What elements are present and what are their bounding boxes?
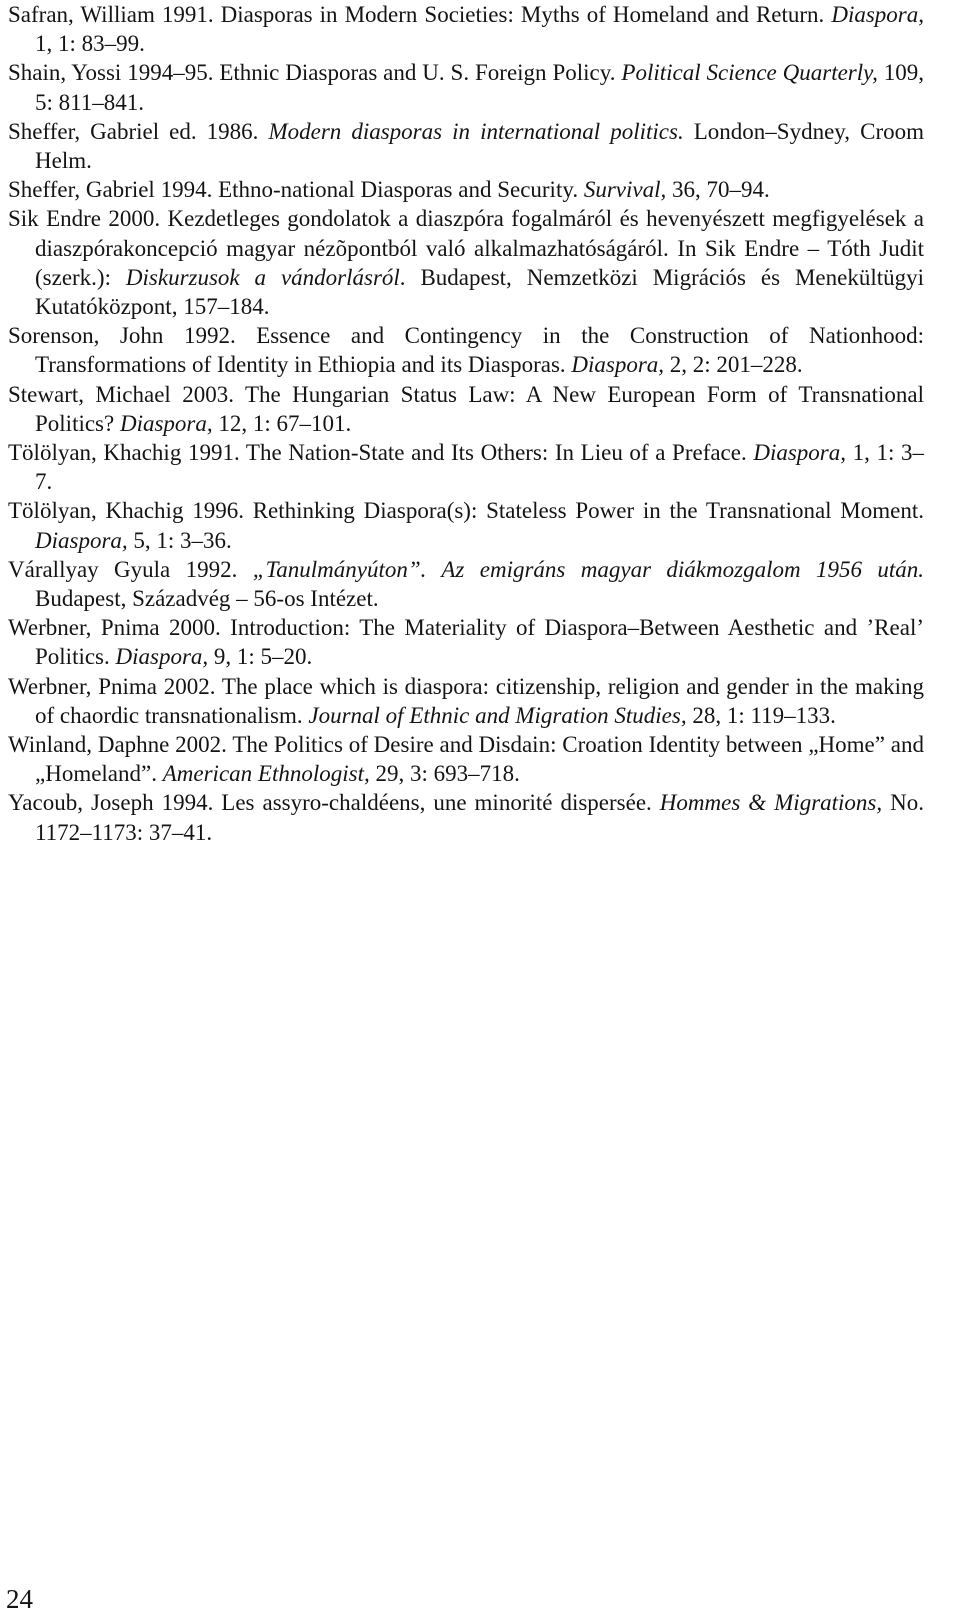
reference-entry xyxy=(8,672,924,730)
reference-text: Winland, Daphne 2002. The Politics of Desire and Disdain: Croation Identity between „Home” and „Homeland”. xyxy=(8,732,924,787)
reference-source: Political Science Quarterly, xyxy=(621,60,878,86)
reference-text: Tölölyan, Khachig 1991. The Nation-State and Its Others: In Lieu of a Preface. xyxy=(8,440,754,466)
reference-entry xyxy=(8,321,924,379)
reference-details: No. 1172–1173: 37–41. xyxy=(35,790,924,845)
reference-source: Diaspora, xyxy=(571,352,665,378)
reference-text: Sheffer, Gabriel 1994. Ethno-national Diasporas and Security. xyxy=(8,177,584,203)
reference-details: . Budapest, Nemzetközi Migrációs és Menekültügyi Kutatóközpont, 157–184. xyxy=(35,264,925,320)
reference-entry xyxy=(8,730,924,788)
reference-entry xyxy=(8,58,924,116)
reference-source: „Tanulmányúton”. Az emigráns magyar diákmozgalom 1956 után. xyxy=(252,556,924,582)
reference-text: Werbner, Pnima 2000. Introduction: The Materiality of Diaspora–Between Aesthetic and ’Real’ Politics. xyxy=(8,615,924,670)
reference-text: Shain, Yossi 1994–95. Ethnic Diasporas and U. S. Foreign Policy. xyxy=(8,60,622,86)
reference-entry xyxy=(8,496,924,554)
reference-text: Stewart, Michael 2003. The Hungarian Status Law: A New European Form of Transnational Politics? xyxy=(8,381,924,436)
reference-text: Safran, William 1991. Diasporas in Modern Societies: Myths of Homeland and Return. xyxy=(8,2,832,27)
reference-source: Diaspora, xyxy=(753,440,846,466)
reference-details: 1, 1: 3–7. xyxy=(35,440,924,495)
reference-details: 109, 5: 811–841. xyxy=(35,60,924,115)
reference-source: Diaspora, xyxy=(119,410,213,436)
reference-details: 36, 70–94. xyxy=(666,177,770,203)
reference-source: Modern diasporas in international politics. xyxy=(268,118,684,144)
reference-entry xyxy=(8,0,924,58)
page-number: 24 xyxy=(6,1584,33,1614)
reference-text: Várallyay Gyula 1992. xyxy=(8,556,253,582)
reference-text: Werbner, Pnima 2002. The place which is diaspora: citizenship, religion and gender in the making of chaordic transnationalism. xyxy=(8,673,924,728)
reference-entry xyxy=(8,613,924,671)
reference-entry xyxy=(8,175,924,204)
reference-source: Diaspora, xyxy=(115,644,209,670)
reference-source: Diaspora, xyxy=(831,2,924,27)
reference-details: 12, 1: 67–101. xyxy=(212,410,352,436)
reference-details: Budapest, Századvég – 56-os Intézet. xyxy=(35,586,379,612)
reference-details: 28, 1: 119–133. xyxy=(686,702,836,728)
reference-source: Diaspora, xyxy=(35,527,128,553)
reference-details: 9, 1: 5–20. xyxy=(208,644,313,670)
reference-details: 5, 1: 3–36. xyxy=(127,527,232,553)
reference-text: Sorenson, John 1992. Essence and Contingency in the Construction of Nationhood: Transformations of Identity in Ethiopia and its Diasporas. xyxy=(8,323,924,378)
reference-source: American Ethnologist, xyxy=(162,761,370,787)
reference-details: 2, 2: 201–228. xyxy=(664,352,803,378)
reference-entry xyxy=(8,380,924,438)
reference-text: Sheffer, Gabriel ed. 1986. xyxy=(8,118,269,144)
reference-entry xyxy=(8,555,924,613)
reference-entry xyxy=(8,117,924,175)
reference-details: 29, 3: 693–718. xyxy=(369,761,520,787)
reference-source: Hommes & Migrations, xyxy=(659,790,883,816)
reference-text: Tölölyan, Khachig 1996. Rethinking Diaspora(s): Stateless Power in the Transnational Moment. xyxy=(8,498,924,524)
reference-source: Survival, xyxy=(583,177,667,203)
reference-entry xyxy=(8,204,924,321)
reference-details: London–Sydney, Croom Helm. xyxy=(35,118,924,174)
reference-details: 1, 1: 83–99. xyxy=(35,31,145,57)
reference-source: Diskurzusok a vándorlásról xyxy=(125,264,400,290)
reference-text: Yacoub, Joseph 1994. Les assyro-chaldéens, une minorité dispersée. xyxy=(8,790,660,816)
reference-text: Sik Endre 2000. Kezdetleges gondolatok a diaszpóra fogalmáról és hevenyészett megfigyelések a diaszpórakoncepció magyar nézõpontból való alkalmazhatóságáról. In Sik Endre – Tóth Judit (szerk.): xyxy=(8,206,924,290)
reference-list xyxy=(8,0,924,847)
reference-source: Journal of Ethnic and Migration Studies, xyxy=(308,702,687,728)
reference-entry xyxy=(8,788,924,846)
reference-entry xyxy=(8,438,924,496)
